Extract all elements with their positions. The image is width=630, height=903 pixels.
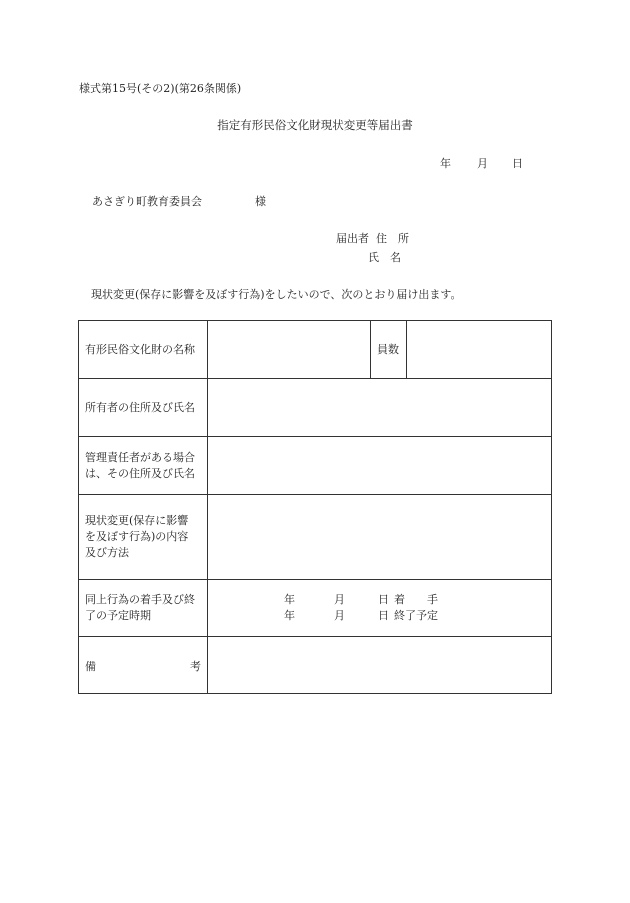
label-change-details: 現状変更(保存に影響 を及ぼす行為)の内容 及び方法 (79, 495, 208, 580)
value-owner[interactable] (208, 379, 552, 437)
date-day-label: 日 (512, 157, 523, 170)
start-day-label: 日 (378, 593, 389, 606)
name-label: 氏 名 (368, 251, 401, 264)
applicant-address-line (336, 230, 409, 246)
date-month-label: 月 (477, 157, 488, 170)
label-property-name: 有形民俗文化財の名称 (79, 321, 208, 379)
intro-text: 現状変更(保存に影響を及ぼす行為)をしたいので、次のとおり届け出ます。 (91, 288, 462, 301)
start-month-label: 月 (334, 593, 345, 606)
honorific: 様 (255, 195, 266, 208)
table-row-name (79, 321, 552, 379)
table-row-remarks (79, 637, 552, 694)
table-row-owner (79, 379, 552, 437)
start-year-label: 年 (284, 593, 295, 606)
address-label: 住 所 (376, 232, 409, 245)
label-owner: 所有者の住所及び氏名 (79, 379, 208, 437)
label-remarks: 備 考 (79, 637, 208, 694)
table-row-change (79, 495, 552, 580)
end-month-label: 月 (334, 609, 345, 622)
value-property-name[interactable] (208, 321, 371, 379)
table-row-schedule (79, 580, 552, 637)
applicant-label: 届出者 (336, 232, 369, 245)
document-title: 指定有形民俗文化財現状変更等届出書 (217, 118, 413, 132)
label-manager: 管理責任者がある場合 は、その住所及び氏名 (79, 437, 208, 495)
value-change-details[interactable] (208, 495, 552, 580)
value-manager[interactable] (208, 437, 552, 495)
value-count[interactable] (407, 321, 552, 379)
table-row-manager (79, 437, 552, 495)
end-day-label: 日 (378, 609, 389, 622)
date-year-label: 年 (440, 157, 451, 170)
addressee: あさぎり町教育委員会 (92, 195, 202, 208)
end-year-label: 年 (284, 609, 295, 622)
label-schedule: 同上行為の着手及び終 了の予定時期 (79, 580, 208, 637)
notification-table (78, 320, 552, 694)
form-number: 様式第15号(その2)(第26条関係) (79, 82, 242, 95)
start-label: 着 手 (394, 593, 438, 606)
value-remarks[interactable] (208, 637, 552, 694)
schedule-end-line (214, 608, 545, 624)
label-count: 員数 (371, 321, 407, 379)
value-schedule[interactable] (208, 580, 552, 637)
end-label: 終了予定 (394, 609, 438, 622)
schedule-start-line (214, 592, 545, 608)
